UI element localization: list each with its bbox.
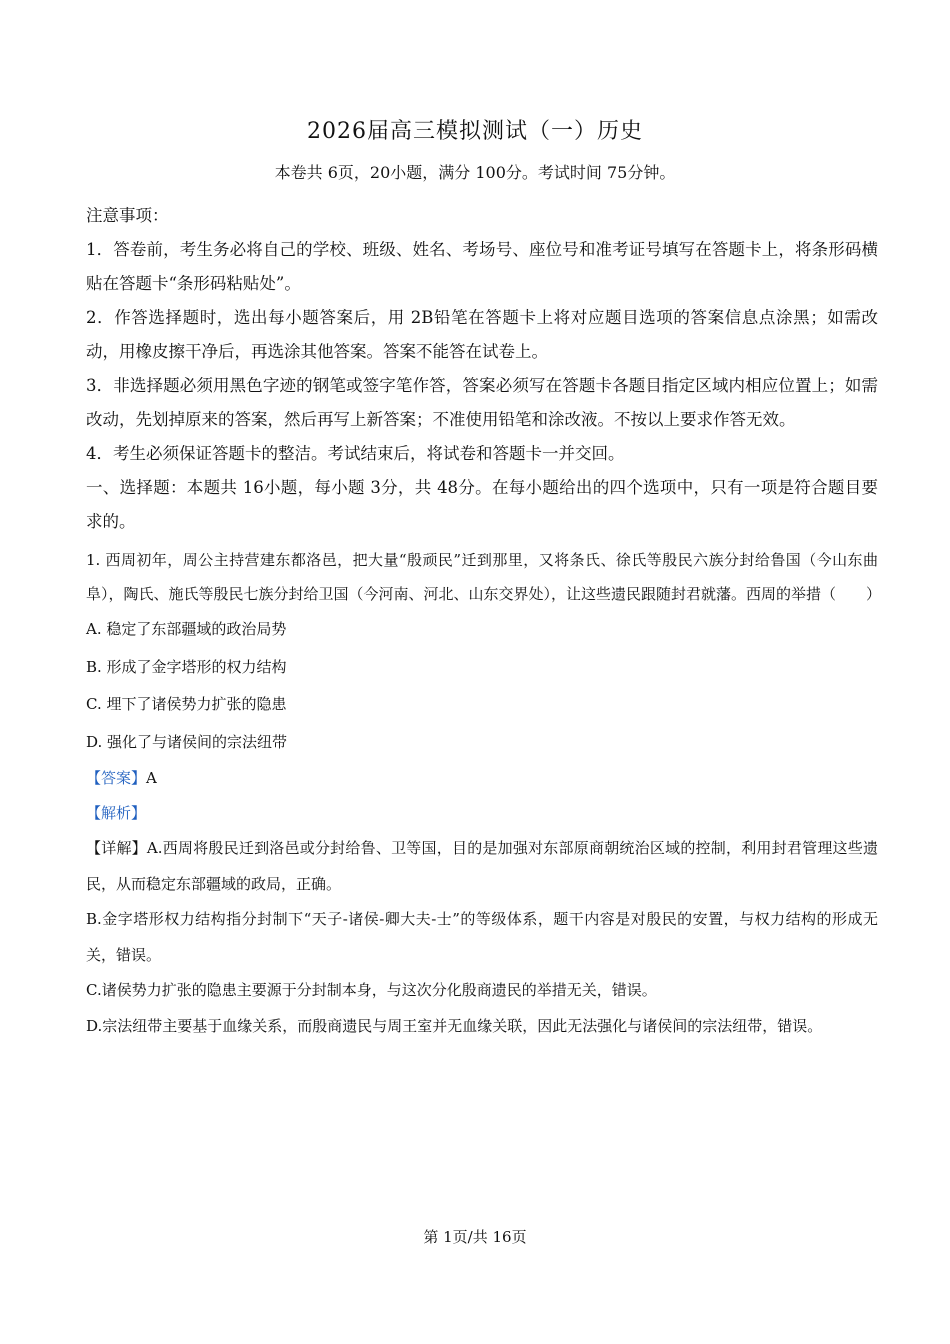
notice-item-4: 4．考生必须保证答题卡的整洁。考试结束后，将试卷和答题卡一并交回。: [86, 444, 625, 463]
answer-value: A: [146, 769, 157, 787]
explanation-a-text: A.西周将殷民迁到洛邑或分封给鲁、卫等国，目的是加强对东部原商朝统治区域的控制，利用封君管理这些遗民，从而稳定东部疆域的政局，正确。: [86, 839, 878, 893]
section-heading: 一、选择题：本题共 16小题，每小题 3分，共 48分。在每小题给出的四个选项中，只有一项是符合题目要求的。: [86, 478, 878, 531]
explanation-a: [86, 831, 878, 902]
page-number: 第 1页/共 16页: [423, 1228, 527, 1246]
option-b: B. 形成了金字塔形的权力结构: [86, 657, 287, 676]
question-stem: 1. 西周初年，周公主持营建东都洛邑，把大量“殷顽民”迁到那里，又将条氏、徐氏等殷民六族分封给鲁国（今山东曲阜），陶氏、施氏等殷民七族分封给卫国（今河南、河北、山东交界处），让这些遗民跟随封君就藩。西周的举措（ ）: [86, 551, 882, 603]
explanation-d: D.宗法纽带主要基于血缘关系，而殷商遗民与周王室并无血缘关联，因此无法强化与诸侯间的宗法纽带，错误。: [86, 1016, 823, 1035]
notice-heading: 注意事项：: [86, 206, 169, 225]
notice-item-1: 1．答卷前，考生务必将自己的学校、班级、姓名、考场号、座位号和准考证号填写在答题卡上，将条形码横贴在答题卡“条形码粘贴处”。: [86, 240, 878, 293]
page-content: [86, 199, 882, 1044]
option-d: D. 强化了与诸侯间的宗法纽带: [86, 732, 288, 751]
exam-info: 本卷共 6页，20小题，满分 100分。考试时间 75分钟。: [274, 163, 676, 182]
option-c: C. 埋下了诸侯势力扩张的隐患: [86, 695, 287, 713]
notice-item-2: 2．作答选择题时，选出每小题答案后，用 2B铅笔在答题卡上将对应题目选项的答案信息点涂黑；如需改动，用橡皮擦干净后，再选涂其他答案。答案不能答在试卷上。: [86, 308, 878, 361]
explanation-b: B.金字塔形权力结构指分封制下“天子-诸侯-卿大夫-士”的等级体系，题干内容是对殷民的安置，与权力结构的形成无关，错误。: [86, 910, 878, 964]
option-a: A. 稳定了东部疆域的政治局势: [86, 620, 287, 638]
analysis-tag: 【解析】: [86, 804, 147, 822]
answer-tag: 【答案】: [86, 769, 147, 787]
explanation-c: C.诸侯势力扩张的隐患主要源于分封制本身，与这次分化殷商遗民的举措无关，错误。: [86, 981, 657, 999]
detail-tag: 【详解】: [86, 839, 147, 857]
answer-line: [86, 761, 878, 796]
page-title: 2026届高三模拟测试（一）历史: [307, 119, 643, 144]
analysis-line: [86, 796, 878, 831]
notice-item-3: 3．非选择题必须用黑色字迹的钢笔或签字笔作答，答案必须写在答题卡各题目指定区域内相应位置上；如需改动，先划掉原来的答案，然后再写上新答案；不准使用铅笔和涂改液。不按以上要求作答无效。: [86, 376, 878, 429]
